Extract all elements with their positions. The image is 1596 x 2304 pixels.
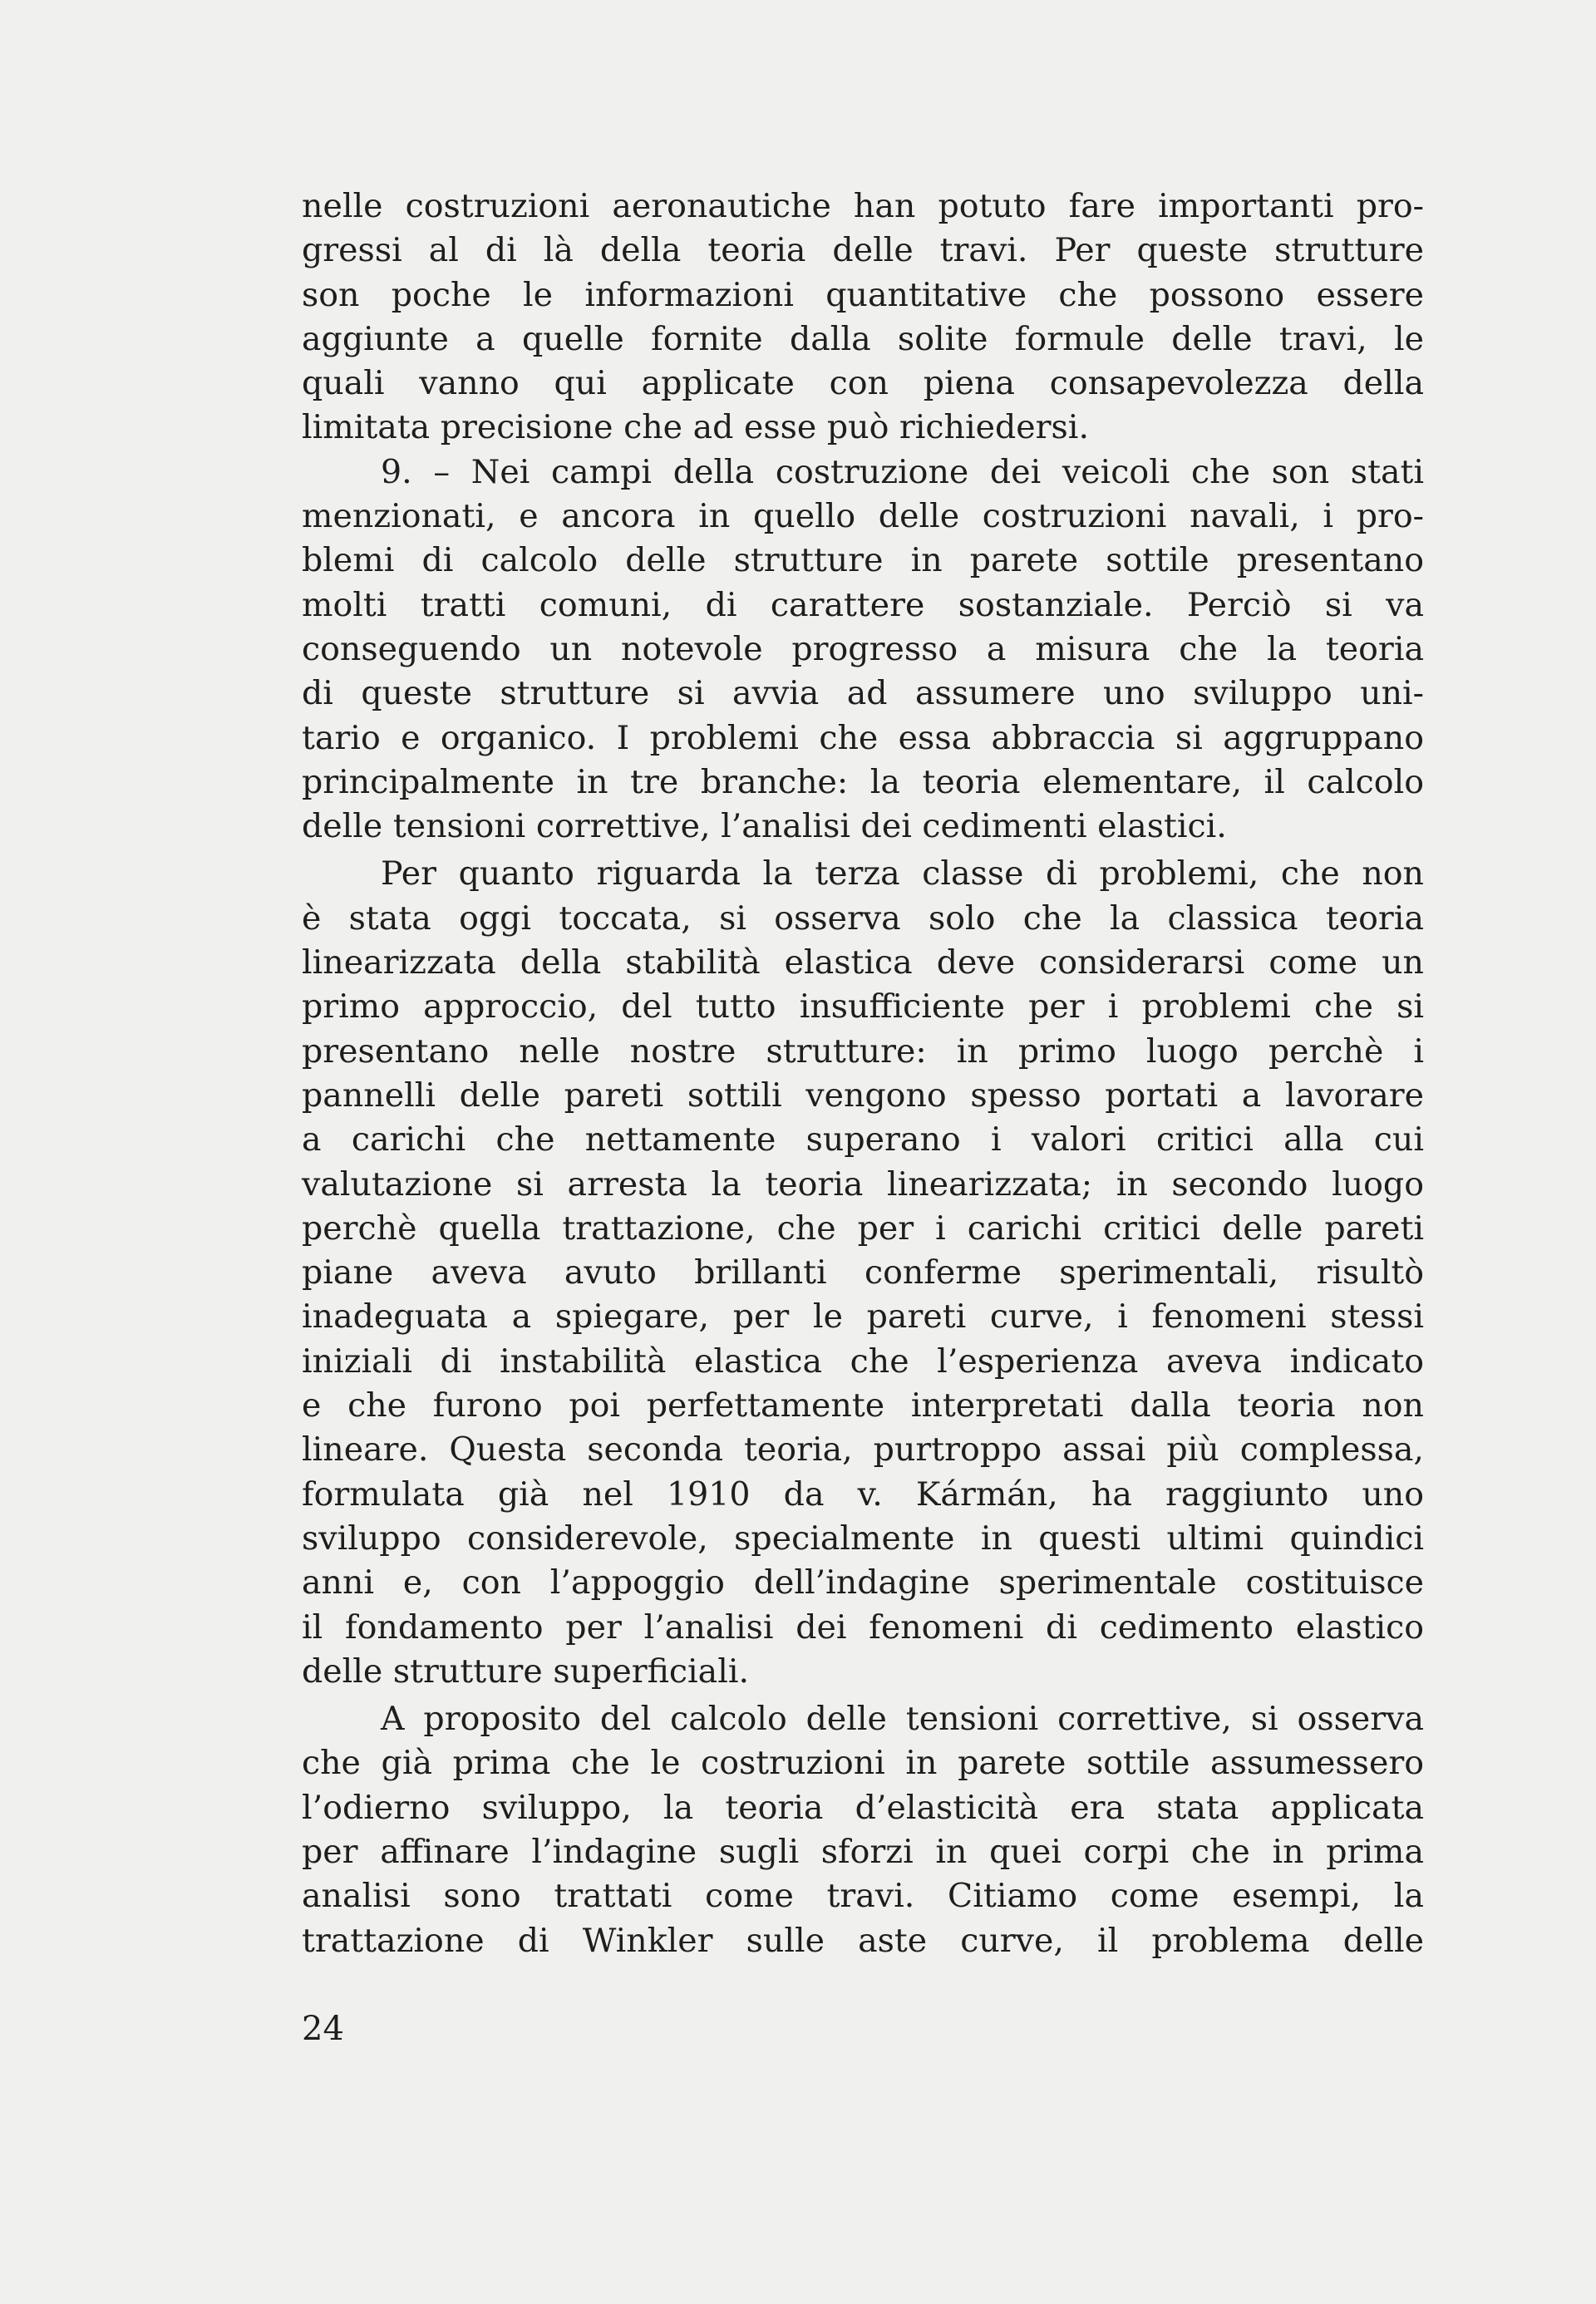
text-line: piane aveva avuto brillanti conferme sperimentali, risultò: [302, 1253, 1424, 1292]
text-line: limitata precisione che ad esse può richiedersi.: [302, 408, 1089, 447]
text-line: quali vanno qui applicate con piena consapevolezza della: [302, 364, 1424, 403]
paragraph-start-line: A proposito del calcolo delle tensioni correttive, si osserva: [381, 1700, 1424, 1739]
text-line: presentano nelle nostre strutture: in primo luogo perchè i: [302, 1031, 1424, 1071]
text-line: il fondamento per l’analisi dei fenomeni di cedimento elastico: [302, 1607, 1424, 1647]
text-line: iniziali di instabilità elastica che l’esperienza aveva indicato: [302, 1342, 1424, 1381]
text-line: aggiunte a quelle fornite dalla solite formule delle travi, le: [302, 319, 1424, 358]
text-line: son poche le informazioni quantitative che possono essere: [302, 275, 1424, 314]
body-text: [302, 185, 1424, 1963]
text-line: lineare. Questa seconda teoria, purtroppo assai più complessa,: [302, 1430, 1424, 1470]
section-heading-line: 9. – Nei campi della costruzione dei veicoli che son stati: [381, 452, 1424, 491]
text-line: blemi di calcolo delle strutture in parete sottile presentano: [302, 541, 1424, 580]
text-line: pannelli delle pareti sottili vengono spesso portati a lavorare: [302, 1076, 1424, 1115]
text-line: che già prima che le costruzioni in parete sottile assumessero: [302, 1744, 1424, 1783]
text-line: gressi al di là della teoria delle travi. Per queste strutture: [302, 231, 1424, 270]
text-line: anni e, con l’appoggio dell’indagine sperimentale costituisce: [302, 1563, 1424, 1602]
text-line: trattazione di Winkler sulle aste curve, il problema delle: [302, 1921, 1424, 1960]
text-line: delle tensioni correttive, l’analisi dei cedimenti elastici.: [302, 807, 1227, 846]
text-line: analisi sono trattati come travi. Citiamo come esempi, la: [302, 1877, 1424, 1916]
text-line: perchè quella trattazione, che per i carichi critici delle pareti: [302, 1209, 1424, 1248]
text-line: conseguendo un notevole progresso a misura che la teoria: [302, 629, 1424, 668]
text-line: di queste strutture si avvia ad assumere uno sviluppo uni-: [302, 674, 1424, 713]
text-line: nelle costruzioni aeronautiche han potuto fare importanti pro-: [302, 187, 1424, 225]
text-line: a carichi che nettamente superano i valori critici alla cui: [302, 1120, 1424, 1159]
text-line: primo approccio, del tutto insufficiente per i problemi che si: [302, 987, 1424, 1026]
text-line: menzionati, e ancora in quello delle costruzioni navali, i pro-: [302, 497, 1424, 536]
text-line: formulata già nel 1910 da v. Kármán, ha raggiunto uno: [302, 1474, 1424, 1514]
text-line: sviluppo considerevole, specialmente in questi ultimi quindici: [302, 1519, 1424, 1558]
paragraph-start-line: Per quanto riguarda la terza classe di problemi, che non: [381, 854, 1424, 894]
text-line: molti tratti comuni, di carattere sostanziale. Perciò si va: [302, 585, 1424, 624]
text-line: tario e organico. I problemi che essa abbraccia si aggruppano: [302, 718, 1424, 757]
page-number: 24: [302, 2010, 344, 2048]
text-line: inadeguata a spiegare, per le pareti curve, i fenomeni stessi: [302, 1297, 1424, 1337]
text-line: è stata oggi toccata, si osserva solo che la classica teoria: [302, 898, 1424, 938]
text-line: principalmente in tre branche: la teoria elementare, il calcolo: [302, 762, 1424, 801]
text-line: l’odierno sviluppo, la teoria d’elasticità era stata applicata: [302, 1788, 1424, 1827]
text-line: e che furono poi perfettamente interpretati dalla teoria non: [302, 1386, 1424, 1425]
text-line: delle strutture superficiali.: [302, 1652, 750, 1691]
text-line: valutazione si arresta la teoria linearizzata; in secondo luogo: [302, 1164, 1424, 1204]
text-line: linearizzata della stabilità elastica deve considerarsi come un: [302, 943, 1424, 982]
text-line: per affinare l’indagine sugli sforzi in quei corpi che in prima: [302, 1832, 1424, 1871]
